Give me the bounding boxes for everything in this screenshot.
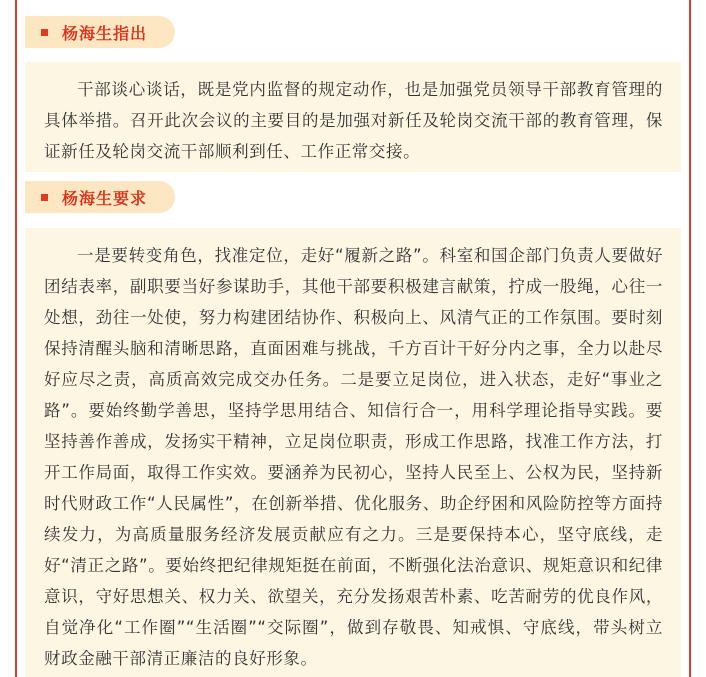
section-title: 杨海生指出: [62, 23, 148, 43]
square-bullet-icon: [41, 29, 48, 36]
section-paragraph: 干部谈心谈话，既是党内监督的规定动作，也是加强党员领导干部教育管理的具体举措。召开此次会议的主要目的是加强对新任及轮岗交流干部的教育管理，保证新任及轮岗交流干部顺利到任、工作正常交接。: [44, 80, 663, 161]
section-heading-pointed-out: [25, 16, 175, 48]
section-panel-requirements: [25, 228, 681, 677]
right-border-line: [689, 0, 691, 677]
section-title: 杨海生要求: [62, 188, 148, 208]
section-heading-requirements: [25, 181, 175, 213]
square-bullet-icon: [41, 194, 48, 201]
section-panel-pointed-out: [25, 62, 681, 172]
section-paragraph: 一是要转变角色，找准定位，走好“履新之路”。科室和国企部门负责人要做好团结表率，副职要当好参谋助手，其他干部要积极建言献策，拧成一股绳，心往一处想，劲往一处使，努力构建团结协作、积极向上、风清气正的工作氛围。要时刻保持清醒头脑和清晰思路，直面困难与挑战，千方百计干好分内之事，全力以赴尽好应尽之责，高质高效完成交办任务。二是要立足岗位，进入状态，走好“事业之路”。要始终勤学善思，坚持学思用结合、知信行合一，用科学理论指导实践。要坚持善作善成，发扬实干精神，立足岗位职责，形成工作思路，找准工作方法，打开工作局面，取得工作实效。要涵养为民初心，坚持人民至上、公权为民，坚持新时代财政工作“人民属性”，在创新举措、优化服务、助企纾困和风险防控等方面持续发力，为高质量服务经济发展贡献应有之力。三是要保持本心，坚守底线，走好“清正之路”。要始终把纪律规矩挺在前面，不断强化法治意识、规矩意识和纪律意识，守好思想关、权力关、欲望关，充分发扬艰苦朴素、吃苦耐劳的优良作风，自觉净化“工作圈”“生活圈”“交际圈”，做到存敬畏、知戒惧、守底线，带头树立财政金融干部清正廉洁的良好形象。: [44, 246, 663, 668]
left-border-line: [15, 0, 17, 677]
